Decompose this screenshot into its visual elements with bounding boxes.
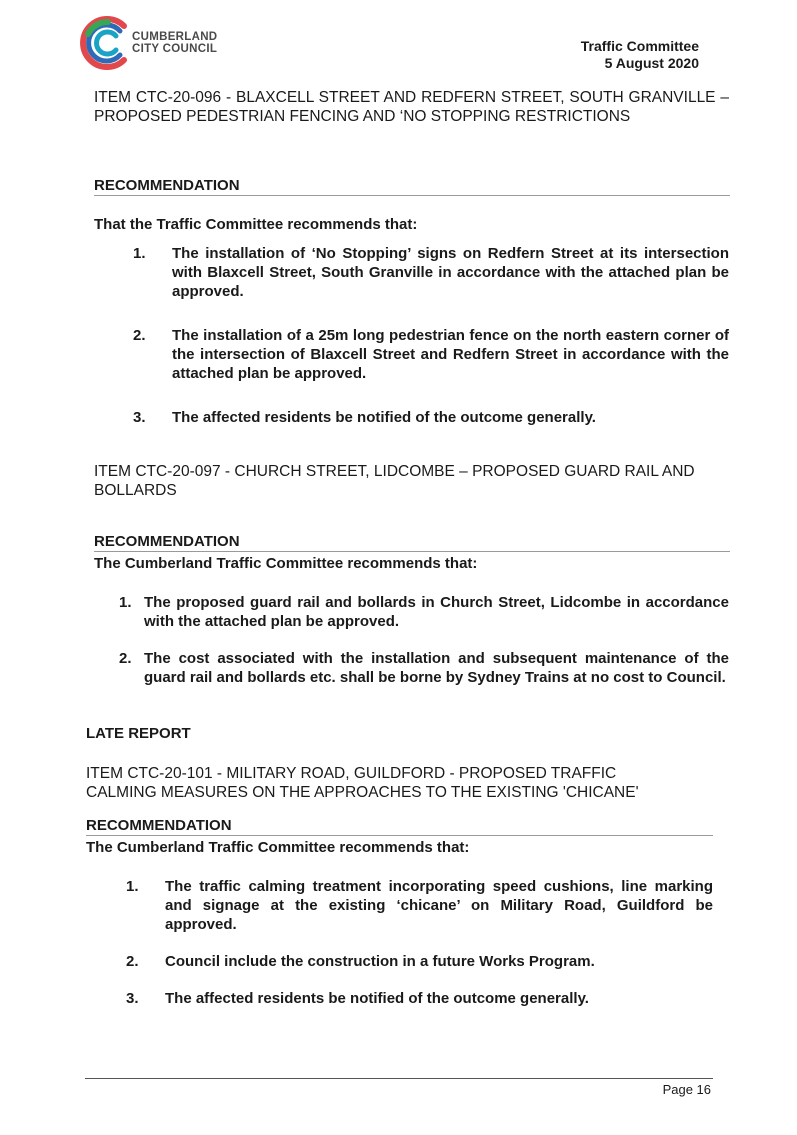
item-text: The installation of a 25m long pedestrian fence on the north eastern corner of the intersection of Blaxcell Street and Redfern Street in accordance with the attached plan be approved. bbox=[172, 327, 729, 382]
recommendation-list-3 bbox=[126, 877, 713, 1008]
committee-name: Traffic Committee bbox=[580, 38, 699, 54]
item-number: 1. bbox=[119, 594, 132, 611]
item-text: The proposed guard rail and bollards in Church Street, Lidcombe in accordance with the attached plan be approved. bbox=[144, 594, 729, 630]
recommendation-list-1 bbox=[133, 244, 729, 427]
recommendation-heading-2: RECOMMENDATION bbox=[94, 533, 240, 550]
heading-rule-2 bbox=[94, 551, 730, 552]
item-number: 3. bbox=[126, 990, 139, 1007]
list-item bbox=[133, 408, 729, 427]
meeting-date: 5 August 2020 bbox=[604, 55, 699, 71]
cumberland-logo-icon bbox=[74, 12, 136, 74]
item-title-097: ITEM CTC-20-097 - CHURCH STREET, LIDCOMBE – PROPOSED GUARD RAIL AND BOLLARDS bbox=[94, 463, 695, 499]
logo-line2: CITY COUNCIL bbox=[132, 43, 218, 55]
item-number: 1. bbox=[133, 245, 146, 262]
item-text: Council include the construction in a future Works Program. bbox=[165, 953, 595, 970]
item-number: 1. bbox=[126, 878, 139, 895]
list-item bbox=[126, 877, 713, 934]
item-text: The cost associated with the installation and subsequent maintenance of the guard rail and bollards etc. shall be borne by Sydney Trains at no cost to Council. bbox=[144, 650, 729, 686]
item-title-line2: CALMING MEASURES ON THE APPROACHES TO THE EXISTING 'CHICANE' bbox=[86, 784, 639, 801]
item-text: The traffic calming treatment incorporating speed cushions, line marking and signage at the existing ‘chicane’ on Military Road, Guildford be approved. bbox=[165, 878, 713, 933]
recommendation-intro-3: The Cumberland Traffic Committee recommends that: bbox=[86, 839, 470, 856]
item-text: The affected residents be notified of the outcome generally. bbox=[172, 409, 596, 426]
item-title-line1: ITEM CTC-20-101 - MILITARY ROAD, GUILDFORD - PROPOSED TRAFFIC bbox=[86, 765, 617, 782]
item-title-101 bbox=[86, 764, 726, 802]
item-title-096: ITEM CTC-20-096 - BLAXCELL STREET AND REDFERN STREET, SOUTH GRANVILLE – PROPOSED PEDESTRIAN FENCING AND ‘NO STOPPING RESTRICTIONS bbox=[94, 89, 729, 125]
page-number: Page 16 bbox=[662, 1082, 711, 1097]
item-number: 2. bbox=[126, 953, 139, 970]
item-number: 2. bbox=[119, 650, 132, 667]
heading-rule-1 bbox=[94, 195, 730, 196]
list-item bbox=[133, 244, 729, 301]
item-text: The affected residents be notified of the outcome generally. bbox=[165, 990, 589, 1007]
footer-rule bbox=[85, 1078, 713, 1079]
document-header bbox=[581, 38, 699, 72]
heading-rule-3 bbox=[86, 835, 713, 836]
late-report-heading: LATE REPORT bbox=[86, 725, 191, 742]
list-item bbox=[119, 593, 729, 631]
recommendation-heading-1: RECOMMENDATION bbox=[94, 177, 240, 194]
item-number: 3. bbox=[133, 409, 146, 426]
recommendation-list-2 bbox=[119, 593, 729, 687]
logo-text bbox=[132, 31, 217, 55]
logo-line1: CUMBERLAND bbox=[132, 31, 218, 43]
recommendation-intro-1: That the Traffic Committee recommends that: bbox=[94, 216, 418, 233]
item-text: The installation of ‘No Stopping’ signs on Redfern Street at its intersection with Blaxcell Street, South Granville in accordance with the attached plan be approved. bbox=[172, 245, 729, 300]
list-item bbox=[133, 326, 729, 383]
list-item bbox=[126, 952, 713, 971]
recommendation-heading-3: RECOMMENDATION bbox=[86, 817, 232, 834]
list-item bbox=[126, 989, 713, 1008]
list-item bbox=[119, 649, 729, 687]
recommendation-intro-2: The Cumberland Traffic Committee recommends that: bbox=[94, 555, 478, 572]
item-number: 2. bbox=[133, 327, 146, 344]
